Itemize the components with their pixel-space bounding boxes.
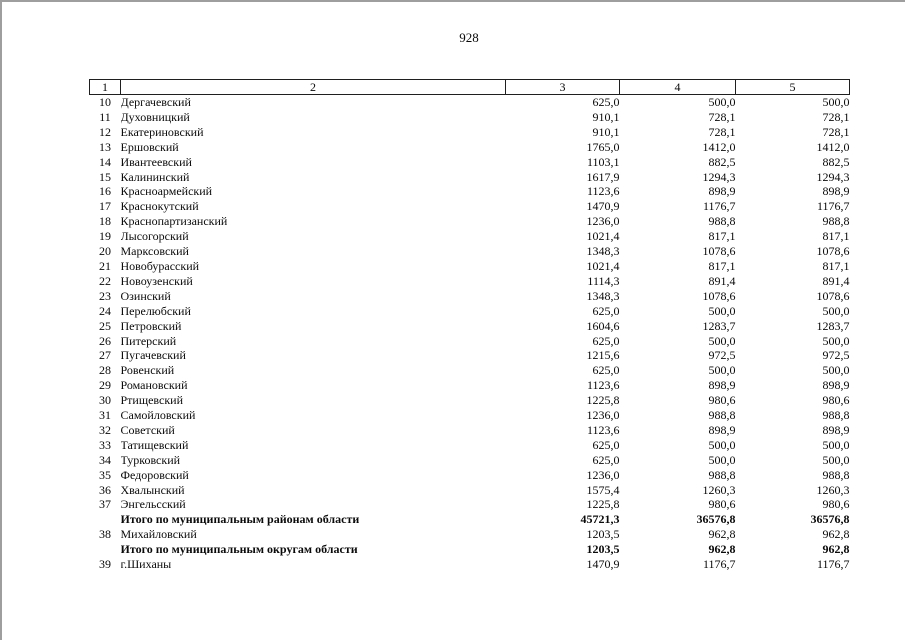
district-name-cell: Итого по муниципальным округам области — [120, 542, 358, 557]
value-cell-col3: 1470,9 — [586, 199, 620, 214]
row-number-cell: 37 — [99, 497, 111, 512]
value-cell-col4: 1294,3 — [702, 169, 736, 184]
table-row — [90, 155, 850, 170]
value-cell-col4: 36576,8 — [696, 512, 736, 527]
value-cell-col3: 1215,6 — [586, 348, 620, 363]
table-row — [90, 229, 850, 244]
value-cell-col3: 1617,9 — [586, 169, 620, 184]
value-cell-col5: 988,8 — [822, 408, 850, 423]
value-cell-col3: 1765,0 — [586, 139, 620, 154]
value-cell-col5: 1412,0 — [816, 139, 850, 154]
row-number-cell: 18 — [99, 214, 111, 229]
value-cell-col4: 1260,3 — [702, 482, 736, 497]
district-name-cell: Новоузенский — [120, 273, 193, 288]
header-col-3: 3 — [506, 80, 620, 95]
row-number-cell: 10 — [99, 95, 111, 109]
table-row — [90, 95, 850, 110]
value-cell-col5: 962,8 — [822, 542, 850, 557]
district-name-cell: Озинский — [120, 288, 171, 303]
table-row — [90, 184, 850, 199]
value-cell-col4: 728,1 — [708, 109, 736, 124]
row-number-cell: 13 — [99, 139, 111, 154]
table-row — [90, 304, 850, 319]
row-number-cell: 17 — [99, 199, 111, 214]
value-cell-col5: 962,8 — [822, 527, 850, 542]
table-row — [90, 527, 850, 542]
value-cell-col4: 988,8 — [708, 467, 736, 482]
district-name-cell: Краснокутский — [120, 199, 199, 214]
value-cell-col5: 1176,7 — [816, 199, 850, 214]
table-row — [90, 110, 850, 125]
value-cell-col4: 898,9 — [708, 184, 736, 199]
value-cell-col5: 988,8 — [822, 467, 850, 482]
district-name-cell: Ивантеевский — [120, 154, 192, 169]
value-cell-col3: 625,0 — [592, 452, 620, 467]
row-number-cell: 32 — [99, 422, 111, 437]
value-cell-col5: 972,5 — [822, 348, 850, 363]
value-cell-col3: 1123,6 — [586, 184, 620, 199]
value-cell-col3: 1114,3 — [587, 273, 620, 288]
district-name-cell: Петровский — [120, 318, 182, 333]
value-cell-col4: 1176,7 — [702, 199, 736, 214]
value-cell-col4: 817,1 — [708, 258, 736, 273]
row-number-cell: 24 — [99, 303, 111, 318]
district-name-cell: Екатериновский — [120, 124, 204, 139]
value-cell-col4: 500,0 — [708, 333, 736, 348]
value-cell-col3: 1123,6 — [586, 378, 620, 393]
value-cell-col3: 1225,8 — [586, 497, 620, 512]
value-cell-col3: 1225,8 — [586, 393, 620, 408]
value-cell-col4: 500,0 — [708, 452, 736, 467]
value-cell-col5: 1078,6 — [816, 244, 850, 259]
value-cell-col4: 988,8 — [708, 408, 736, 423]
value-cell-col3: 910,1 — [592, 109, 620, 124]
value-cell-col3: 625,0 — [592, 363, 620, 378]
row-number-cell: 15 — [99, 169, 111, 184]
value-cell-col5: 500,0 — [822, 95, 850, 109]
header-col-5: 5 — [736, 80, 850, 95]
value-cell-col3: 1021,4 — [586, 258, 620, 273]
value-cell-col5: 1176,7 — [816, 557, 850, 572]
district-name-cell: Итого по муниципальным районам области — [120, 512, 360, 527]
value-cell-col5: 898,9 — [822, 378, 850, 393]
value-cell-col5: 1078,6 — [816, 288, 850, 303]
value-cell-col4: 728,1 — [708, 124, 736, 139]
value-cell-col3: 1348,3 — [586, 244, 620, 259]
table-row — [90, 423, 850, 438]
district-name-cell: Ровенский — [120, 363, 175, 378]
row-number-cell: 20 — [99, 244, 111, 259]
district-name-cell: Лысогорский — [120, 229, 189, 244]
value-cell-col4: 1283,7 — [702, 318, 736, 333]
value-cell-col3: 1021,4 — [586, 229, 620, 244]
row-number-cell: 34 — [99, 452, 111, 467]
table-row — [90, 483, 850, 498]
value-cell-col3: 1604,6 — [586, 318, 620, 333]
value-cell-col3: 625,0 — [592, 95, 620, 109]
table-row — [90, 453, 850, 468]
value-cell-col4: 817,1 — [708, 229, 736, 244]
table-body — [90, 95, 850, 573]
value-cell-col5: 898,9 — [822, 184, 850, 199]
value-cell-col4: 962,8 — [708, 527, 736, 542]
table-row — [90, 378, 850, 393]
header-row — [90, 80, 850, 95]
row-number-cell: 14 — [99, 154, 111, 169]
table-row — [90, 468, 850, 483]
district-name-cell: Перелюбский — [120, 303, 191, 318]
district-name-cell: г.Шиханы — [120, 557, 172, 572]
row-number-cell: 27 — [99, 348, 111, 363]
value-cell-col4: 500,0 — [708, 303, 736, 318]
value-cell-col3: 1203,5 — [586, 542, 620, 557]
value-cell-col4: 972,5 — [708, 348, 736, 363]
value-cell-col5: 728,1 — [822, 124, 850, 139]
district-name-cell: Дергачевский — [120, 95, 191, 109]
value-cell-col3: 1470,9 — [586, 557, 620, 572]
value-cell-col3: 910,1 — [592, 124, 620, 139]
district-name-cell: Краснопартизанский — [120, 214, 228, 229]
district-name-cell: Красноармейский — [120, 184, 213, 199]
table-row — [90, 438, 850, 453]
value-cell-col4: 898,9 — [708, 378, 736, 393]
value-cell-col5: 891,4 — [822, 273, 850, 288]
value-cell-col5: 500,0 — [822, 333, 850, 348]
district-name-cell: Энгельсский — [120, 497, 186, 512]
value-cell-col3: 1575,4 — [586, 482, 620, 497]
page-number: 928 — [459, 30, 479, 45]
row-number-cell: 33 — [99, 437, 111, 452]
row-number-cell: 26 — [99, 333, 111, 348]
district-name-cell: Романовский — [120, 378, 188, 393]
value-cell-col3: 1203,5 — [586, 527, 620, 542]
table-row — [90, 274, 850, 289]
district-name-cell: Пугачевский — [120, 348, 186, 363]
row-number-cell: 36 — [99, 482, 111, 497]
table-row — [90, 214, 850, 229]
value-cell-col3: 1236,0 — [586, 214, 620, 229]
table-row — [90, 289, 850, 304]
header-col-2: 2 — [121, 80, 506, 95]
value-cell-col5: 988,8 — [822, 214, 850, 229]
value-cell-col3: 1236,0 — [586, 408, 620, 423]
table-row — [90, 170, 850, 185]
value-cell-col5: 882,5 — [822, 154, 850, 169]
table-row — [90, 125, 850, 140]
district-name-cell: Хвалынский — [120, 482, 185, 497]
table-header — [90, 80, 850, 95]
value-cell-col4: 980,6 — [708, 393, 736, 408]
value-cell-col3: 625,0 — [592, 437, 620, 452]
value-cell-col5: 500,0 — [822, 363, 850, 378]
row-number-cell: 19 — [99, 229, 111, 244]
table-row — [90, 497, 850, 512]
row-number-cell: 21 — [99, 258, 111, 273]
value-cell-col4: 1078,6 — [702, 244, 736, 259]
district-name-cell: Духовницкий — [120, 109, 190, 124]
district-name-cell: Ртищевский — [120, 393, 184, 408]
row-number-cell: 29 — [99, 378, 111, 393]
table-row — [90, 557, 850, 572]
row-number-cell: 35 — [99, 467, 111, 482]
district-name-cell: Новобурасский — [120, 258, 200, 273]
table-row — [90, 334, 850, 349]
row-number-cell: 22 — [99, 273, 111, 288]
districts-table — [89, 79, 850, 572]
value-cell-col5: 728,1 — [822, 109, 850, 124]
row-number-cell: 25 — [99, 318, 111, 333]
value-cell-col5: 500,0 — [822, 303, 850, 318]
row-number-cell — [90, 542, 121, 557]
header-col-4: 4 — [620, 80, 736, 95]
value-cell-col5: 1283,7 — [816, 318, 850, 333]
row-number-cell: 28 — [99, 363, 111, 378]
value-cell-col4: 988,8 — [708, 214, 736, 229]
value-cell-col3: 625,0 — [592, 333, 620, 348]
district-name-cell: Советский — [120, 422, 175, 437]
row-number-cell — [90, 512, 121, 527]
table-row — [90, 408, 850, 423]
value-cell-col3: 1236,0 — [586, 467, 620, 482]
value-cell-col5: 817,1 — [822, 258, 850, 273]
value-cell-col5: 817,1 — [822, 229, 850, 244]
value-cell-col4: 898,9 — [708, 422, 736, 437]
row-number-cell: 16 — [99, 184, 111, 199]
district-name-cell: Питерский — [120, 333, 177, 348]
value-cell-col4: 1412,0 — [702, 139, 736, 154]
value-cell-col4: 500,0 — [708, 95, 736, 109]
row-number-cell: 12 — [99, 124, 111, 139]
header-col-1: 1 — [90, 80, 121, 95]
value-cell-col3: 625,0 — [592, 303, 620, 318]
table-row — [90, 244, 850, 259]
value-cell-col3: 45721,3 — [580, 512, 620, 527]
value-cell-col5: 1294,3 — [816, 169, 850, 184]
table-row — [90, 542, 850, 557]
row-number-cell: 30 — [99, 393, 111, 408]
value-cell-col5: 500,0 — [822, 452, 850, 467]
row-number-cell: 31 — [99, 408, 111, 423]
table-row — [90, 512, 850, 527]
district-name-cell: Ершовский — [120, 139, 179, 154]
table-row — [90, 393, 850, 408]
district-name-cell: Марксовский — [120, 244, 189, 259]
row-number-cell: 38 — [99, 527, 111, 542]
district-name-cell: Турковский — [120, 452, 181, 467]
table-row — [90, 199, 850, 214]
value-cell-col3: 1123,6 — [586, 422, 620, 437]
value-cell-col5: 36576,8 — [810, 512, 850, 527]
table-row — [90, 259, 850, 274]
table-row — [90, 348, 850, 363]
value-cell-col4: 1078,6 — [702, 288, 736, 303]
value-cell-col4: 980,6 — [708, 497, 736, 512]
value-cell-col4: 1176,7 — [702, 557, 736, 572]
row-number-cell: 11 — [99, 109, 111, 124]
district-name-cell: Татищевский — [120, 437, 189, 452]
row-number-cell: 39 — [99, 557, 111, 572]
value-cell-col5: 500,0 — [822, 437, 850, 452]
district-name-cell: Михайловский — [120, 527, 197, 542]
value-cell-col4: 500,0 — [708, 437, 736, 452]
value-cell-col3: 1348,3 — [586, 288, 620, 303]
district-name-cell: Калининский — [120, 169, 190, 184]
row-number-cell: 23 — [99, 288, 111, 303]
value-cell-col5: 980,6 — [822, 393, 850, 408]
table-row — [90, 140, 850, 155]
district-name-cell: Федоровский — [120, 467, 189, 482]
value-cell-col4: 882,5 — [708, 154, 736, 169]
district-name-cell: Самойловский — [120, 408, 196, 423]
value-cell-col4: 500,0 — [708, 363, 736, 378]
table-row — [90, 363, 850, 378]
value-cell-col4: 962,8 — [708, 542, 736, 557]
value-cell-col4: 891,4 — [708, 273, 736, 288]
value-cell-col5: 980,6 — [822, 497, 850, 512]
table-row — [90, 319, 850, 334]
value-cell-col3: 1103,1 — [586, 154, 620, 169]
value-cell-col5: 898,9 — [822, 422, 850, 437]
value-cell-col5: 1260,3 — [816, 482, 850, 497]
